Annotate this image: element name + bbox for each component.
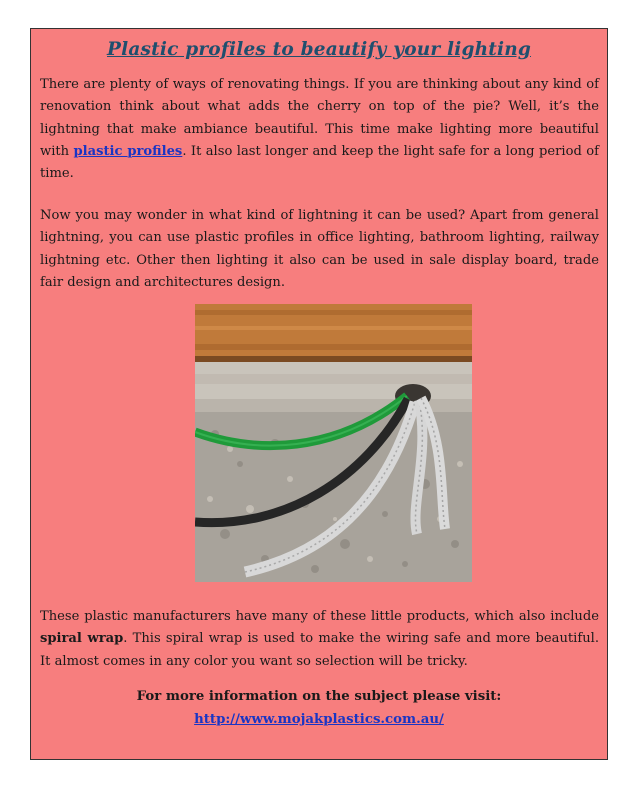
spiral-wrap-term: spiral wrap: [40, 631, 124, 647]
plastic-profiles-link[interactable]: plastic profiles: [73, 143, 183, 159]
more-info-heading: For more information on the subject please visit:: [136, 689, 502, 704]
website-link[interactable]: http://www.mojakplastics.com.au/: [194, 712, 444, 727]
paragraph-usage: Now you may wonder in what kind of lightning it can be used? Apart from general lightning, you can use plastic profiles in office lighting, bathroom lighting, railway lightning etc. Other then lighting it also can be used in sale display board, trade fair design and architectures design.: [40, 208, 599, 290]
paragraph-spiral-text-after: . This spiral wrap is used to make the wiring safe and more beautiful. It almost comes in any color you want so selection will be tricky.: [40, 631, 599, 669]
paragraph-intro-text-after: . It also last longer and keep the light safe for a long period of time.: [40, 143, 599, 182]
paragraph-spiral-wrap: [40, 606, 599, 673]
conduit-pipes-photo: [195, 304, 472, 582]
document-page: [30, 28, 608, 760]
paragraph-spiral-text-before: These plastic manufacturers have many of these little products, which also include: [40, 609, 599, 624]
paragraph-intro: [40, 74, 599, 185]
paragraph-intro-text-before: There are plenty of ways of renovating things. If you are thinking about any kind of renovation think about what adds the cherry on top of the pie? Well, it’s the lightning that make ambiance beautiful. This time make lighting more beautiful with: [40, 77, 599, 159]
document-title: Plastic profiles to beautify your lighting: [107, 39, 531, 60]
